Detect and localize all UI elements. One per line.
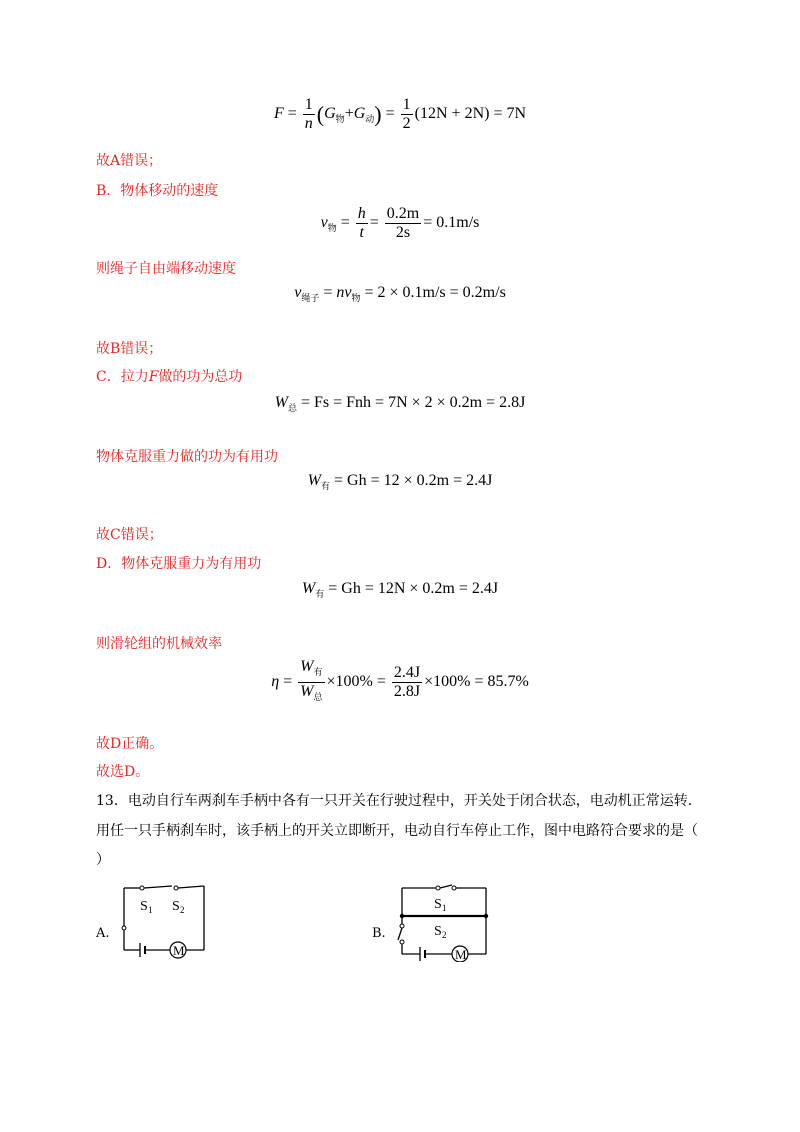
text-c-label: C．拉力F做的功为总功 — [96, 369, 243, 385]
svg-text:S: S — [140, 899, 148, 914]
text-c-wrong: 故C错误； — [96, 527, 163, 543]
equation-total-work: $W_总 = Fs$ = Fnh = 7N × 2 × 0.2m = 2.8J — [274, 394, 526, 414]
svg-text:M: M — [173, 943, 185, 958]
text-a-wrong: 故A错误； — [96, 153, 163, 169]
svg-text:2: 2 — [442, 930, 447, 940]
text-d-label: D．物体克服重力为有用功 — [96, 556, 262, 572]
text-d-right: 故D正确。 — [96, 736, 164, 752]
text-useful-work: 物体克服重力做的功为有用功 — [96, 449, 278, 465]
circuit-a-diagram — [116, 880, 212, 960]
text-b-label: B．物体移动的速度 — [96, 183, 219, 199]
text-choose-d: 故选D。 — [96, 764, 150, 780]
question-line-1: 13．电动自行车两刹车手柄中各有一只开关在行驶过程中，开关处于闭合状态，电动机正常运转． — [96, 793, 702, 809]
text-b-wrong: 故B错误； — [96, 341, 163, 357]
svg-text:1: 1 — [442, 903, 447, 913]
equation-useful-work-c: $W_有 = Gh = 12 \times 0.2m = 2.4J$ — [307, 472, 493, 492]
equation-useful-work-d: $W_有 = Gh = 12N \times 0.2m = 2.4J$ — [301, 580, 499, 600]
svg-text:2: 2 — [180, 905, 185, 915]
svg-text:S: S — [434, 897, 442, 912]
equation-object-speed: $v_物$ = $\frac{h}{t}$ = $\frac{0.2m}{2s}$ = 0.1m/s — [320, 205, 480, 241]
circuit-b-diagram — [392, 880, 492, 962]
equation-rope-speed: $v_{绳子} = nv_物 = 2 \times 0.1m/s = 0.2m/s$ — [294, 284, 506, 304]
svg-text:1: 1 — [148, 905, 153, 915]
svg-text:M: M — [455, 947, 467, 962]
equation-efficiency: η = $\frac{W_有}{W_总}$ ×100% = $\frac{2.4J}{2.8J}$ ×100% = 85.7% — [271, 658, 529, 703]
option-b-label: B. — [372, 926, 386, 941]
svg-text:S: S — [434, 924, 442, 939]
svg-text:S: S — [172, 899, 180, 914]
question-line-2: 用任一只手柄刹车时，该手柄上的开关立即断开，电动自行车停止工作，图中电路符合要求的是（ — [96, 823, 698, 839]
text-efficiency: 则滑轮组的机械效率 — [96, 636, 222, 652]
text-rope-speed: 则绳子自由端移动速度 — [96, 261, 236, 277]
question-line-3: ） — [96, 852, 110, 868]
equation-pulling-force: F = $\frac{1}{n}$ $(G_物+G_动)$ = $\frac{1}{2}$ (12N + 2N) = 7N — [273, 96, 527, 132]
option-a-label: A. — [96, 926, 110, 941]
